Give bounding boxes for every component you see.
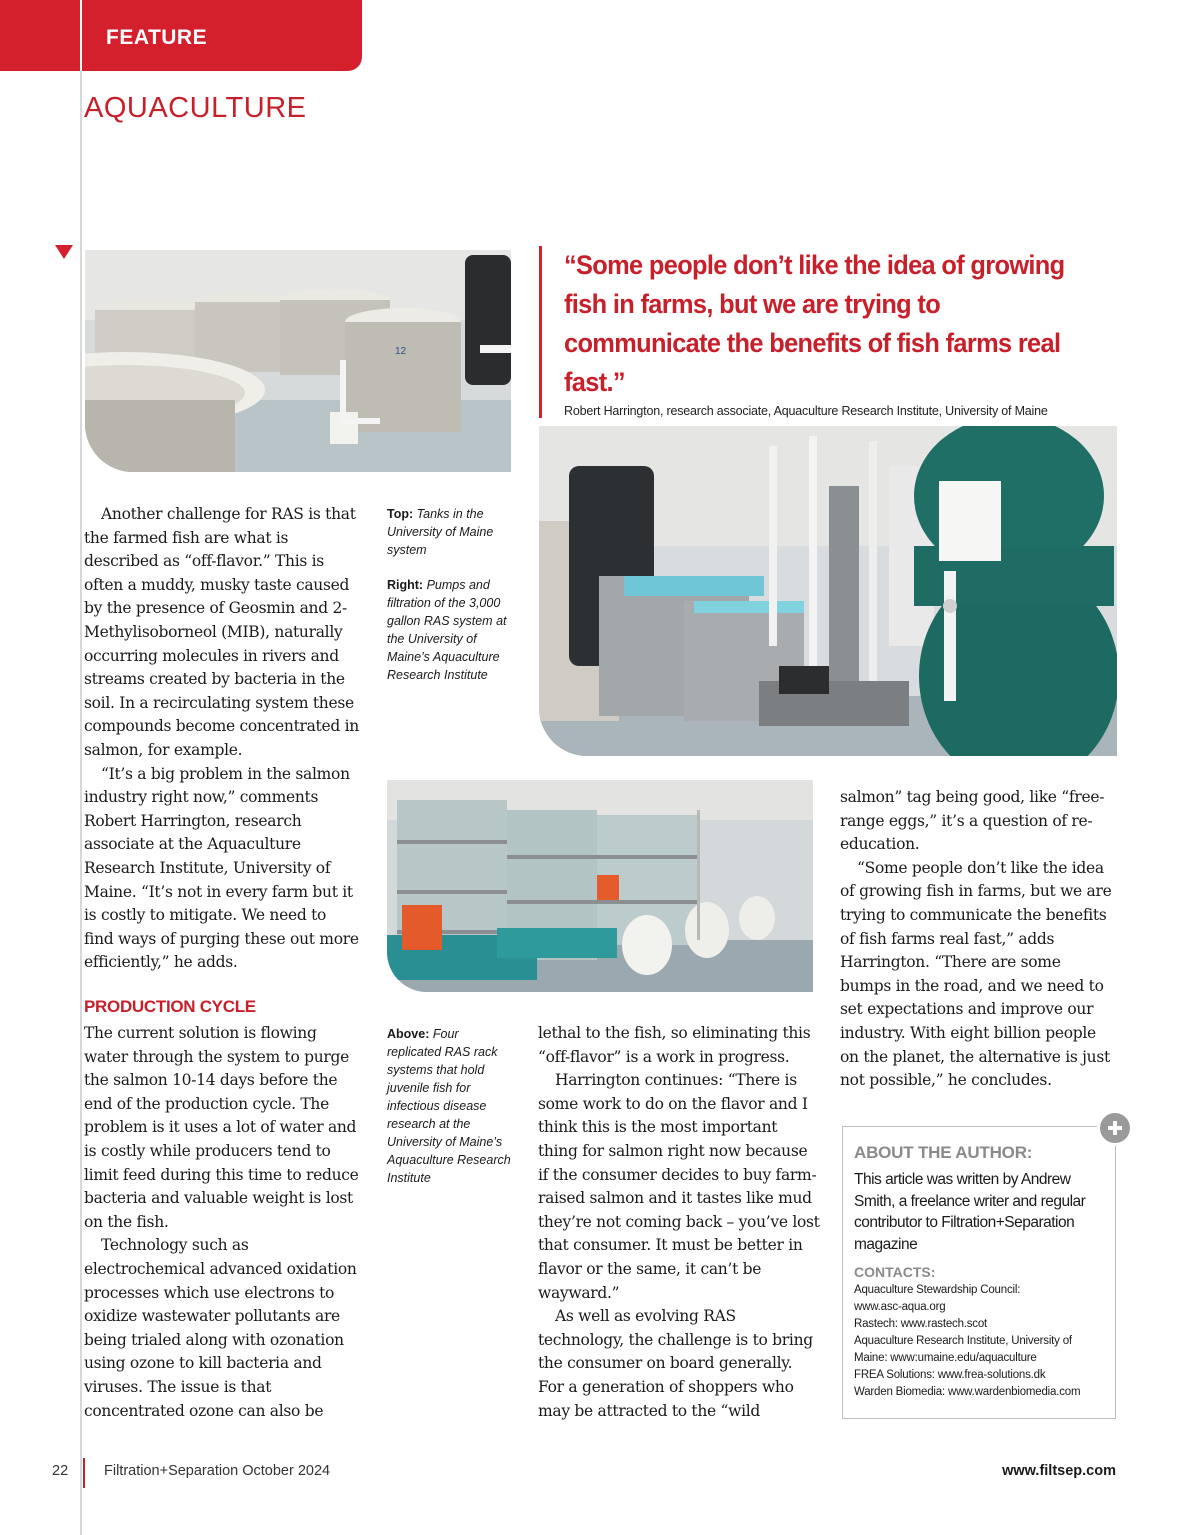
paragraph: “Some people don’t like the idea of growing fish in farms, but we are trying to communicate the benefits of fish farms real fast,” adds Harrington. “There are some bumps in the road, and we need to set expectations and improve our industry. With eight billion people on the planet, the alternative is just not possible,” he concludes. [840,858,1112,1090]
feature-label: FEATURE [106,26,208,49]
about-author-box [842,1126,1116,1419]
contact-line: Rastech: www.rastech.scot [854,1318,988,1330]
plus-icon [1097,1110,1133,1146]
paragraph: The current solution is flowing water through the system to purge the salmon 10-14 days before the end of the production cycle. The problem is it uses a lot of water and is costly while producers tend to limit feed during this time to reduce bacteria and valuable weight is lost on the fish. [84,1024,359,1231]
triangle-marker-icon [55,245,73,259]
caption-top-text: Tanks in the University of Maine system [387,507,494,557]
publication-line: Filtration+Separation October 2024 [104,1463,331,1479]
caption-above [387,1025,512,1187]
about-author-heading: ABOUT THE AUTHOR: [854,1143,1033,1162]
caption-right [387,576,519,684]
caption-right-label: Right: [387,578,424,592]
article-column-2 [538,1022,820,1423]
caption-top-label: Top: [387,507,414,521]
pull-quote-attribution: Robert Harrington, research associate, Aquaculture Research Institute, University of Maine [564,404,1048,418]
caption-right-text: Pumps and filtration of the 3,000 gallon RAS system at the University of Maine’s Aquaculture Research Institute [387,578,507,682]
paragraph: salmon” tag being good, like “free-range eggs,” it’s a question of re-education. [840,788,1105,854]
pull-quote [539,246,1109,418]
section-title: AQUACULTURE [84,92,307,124]
contacts-heading: CONTACTS: [854,1264,936,1280]
about-author-text: This article was written by Andrew Smith, a freelance writer and regular contributor to Filtration+Separation magazine [854,1171,1086,1253]
caption-above-text: Four replicated RAS rack systems that hold juvenile fish for infectious disease research at the University of Maine’s Aquaculture Research Institute [387,1027,511,1185]
paragraph: Technology such as electrochemical advanced oxidation processes which use electrons to oxidize wastewater pollutants are being trialed along with ozonation using ozone to kill bacteria and viruses. The issue is that concentrated ozone can also be [84,1236,357,1420]
paragraph: As well as evolving RAS technology, the challenge is to bring the consumer on board generally. For a generation of shoppers who may be attracted to the “wild [538,1307,813,1420]
caption-top [387,505,517,559]
article-column-1 [84,503,360,975]
photo-pumps-filtration [539,426,1117,756]
contacts-list [854,1282,1105,1401]
contact-line: Aquaculture Research Institute, University of [854,1335,1072,1347]
photo-tanks [85,250,511,472]
article-column-1-lower [84,1022,360,1423]
contact-line: Aquaculture Stewardship Council: [854,1284,1021,1296]
margin-rule [80,0,82,1535]
contact-line: Maine: www:umaine.edu/aquaculture [854,1352,1037,1364]
caption-above-label: Above: [387,1027,430,1041]
pull-quote-text: “Some people don’t like the idea of growing fish in farms, but we are trying to communicate the benefits of fish farms real fast.” [564,250,1065,397]
contact-line: Warden Biomedia: www.wardenbiomedia.com [854,1386,1081,1398]
feature-tab-divider [80,0,82,71]
subhead-production-cycle: PRODUCTION CYCLE [84,997,256,1016]
website-url: www.filtsep.com [1002,1463,1116,1479]
contact-line: www.asc-aqua.org [854,1301,946,1313]
contact-line: FREA Solutions: www.frea-solutions.dk [854,1369,1046,1381]
paragraph: lethal to the fish, so eliminating this “off-flavor” is a work in progress. [538,1024,811,1066]
paragraph: Harrington continues: “There is some work to do on the flavor and I think this is the most important thing for salmon right now because if the consumer decides to buy farm-raised salmon and it tastes like mud they’re not coming back – you’ve lost that consumer. It must be better in flavor or the same, it can’t be wayward.” [538,1071,820,1302]
paragraph: Another challenge for RAS is that the farmed fish are what is described as “off-flavor.” This is often a muddy, musky taste caused by the presence of Geosmin and 2-Methylisoborneol (MIB), naturally occurring molecules in rivers and streams created by bacteria in the soil. In a recirculating system these compounds become concentrated in salmon, for example. [84,505,359,759]
article-column-3 [840,786,1116,1093]
photo-ras-racks [387,780,813,992]
page-number: 22 [52,1463,69,1479]
paragraph: “It’s a big problem in the salmon industry right now,” comments Robert Harrington, research associate at the Aquaculture Research Institute, University of Maine. “It’s not in every farm but it is costly to mitigate. We need to find ways of purging these out more efficiently,” he adds. [84,764,359,972]
footer-divider [83,1458,85,1488]
tank-number: 12 [395,346,407,357]
